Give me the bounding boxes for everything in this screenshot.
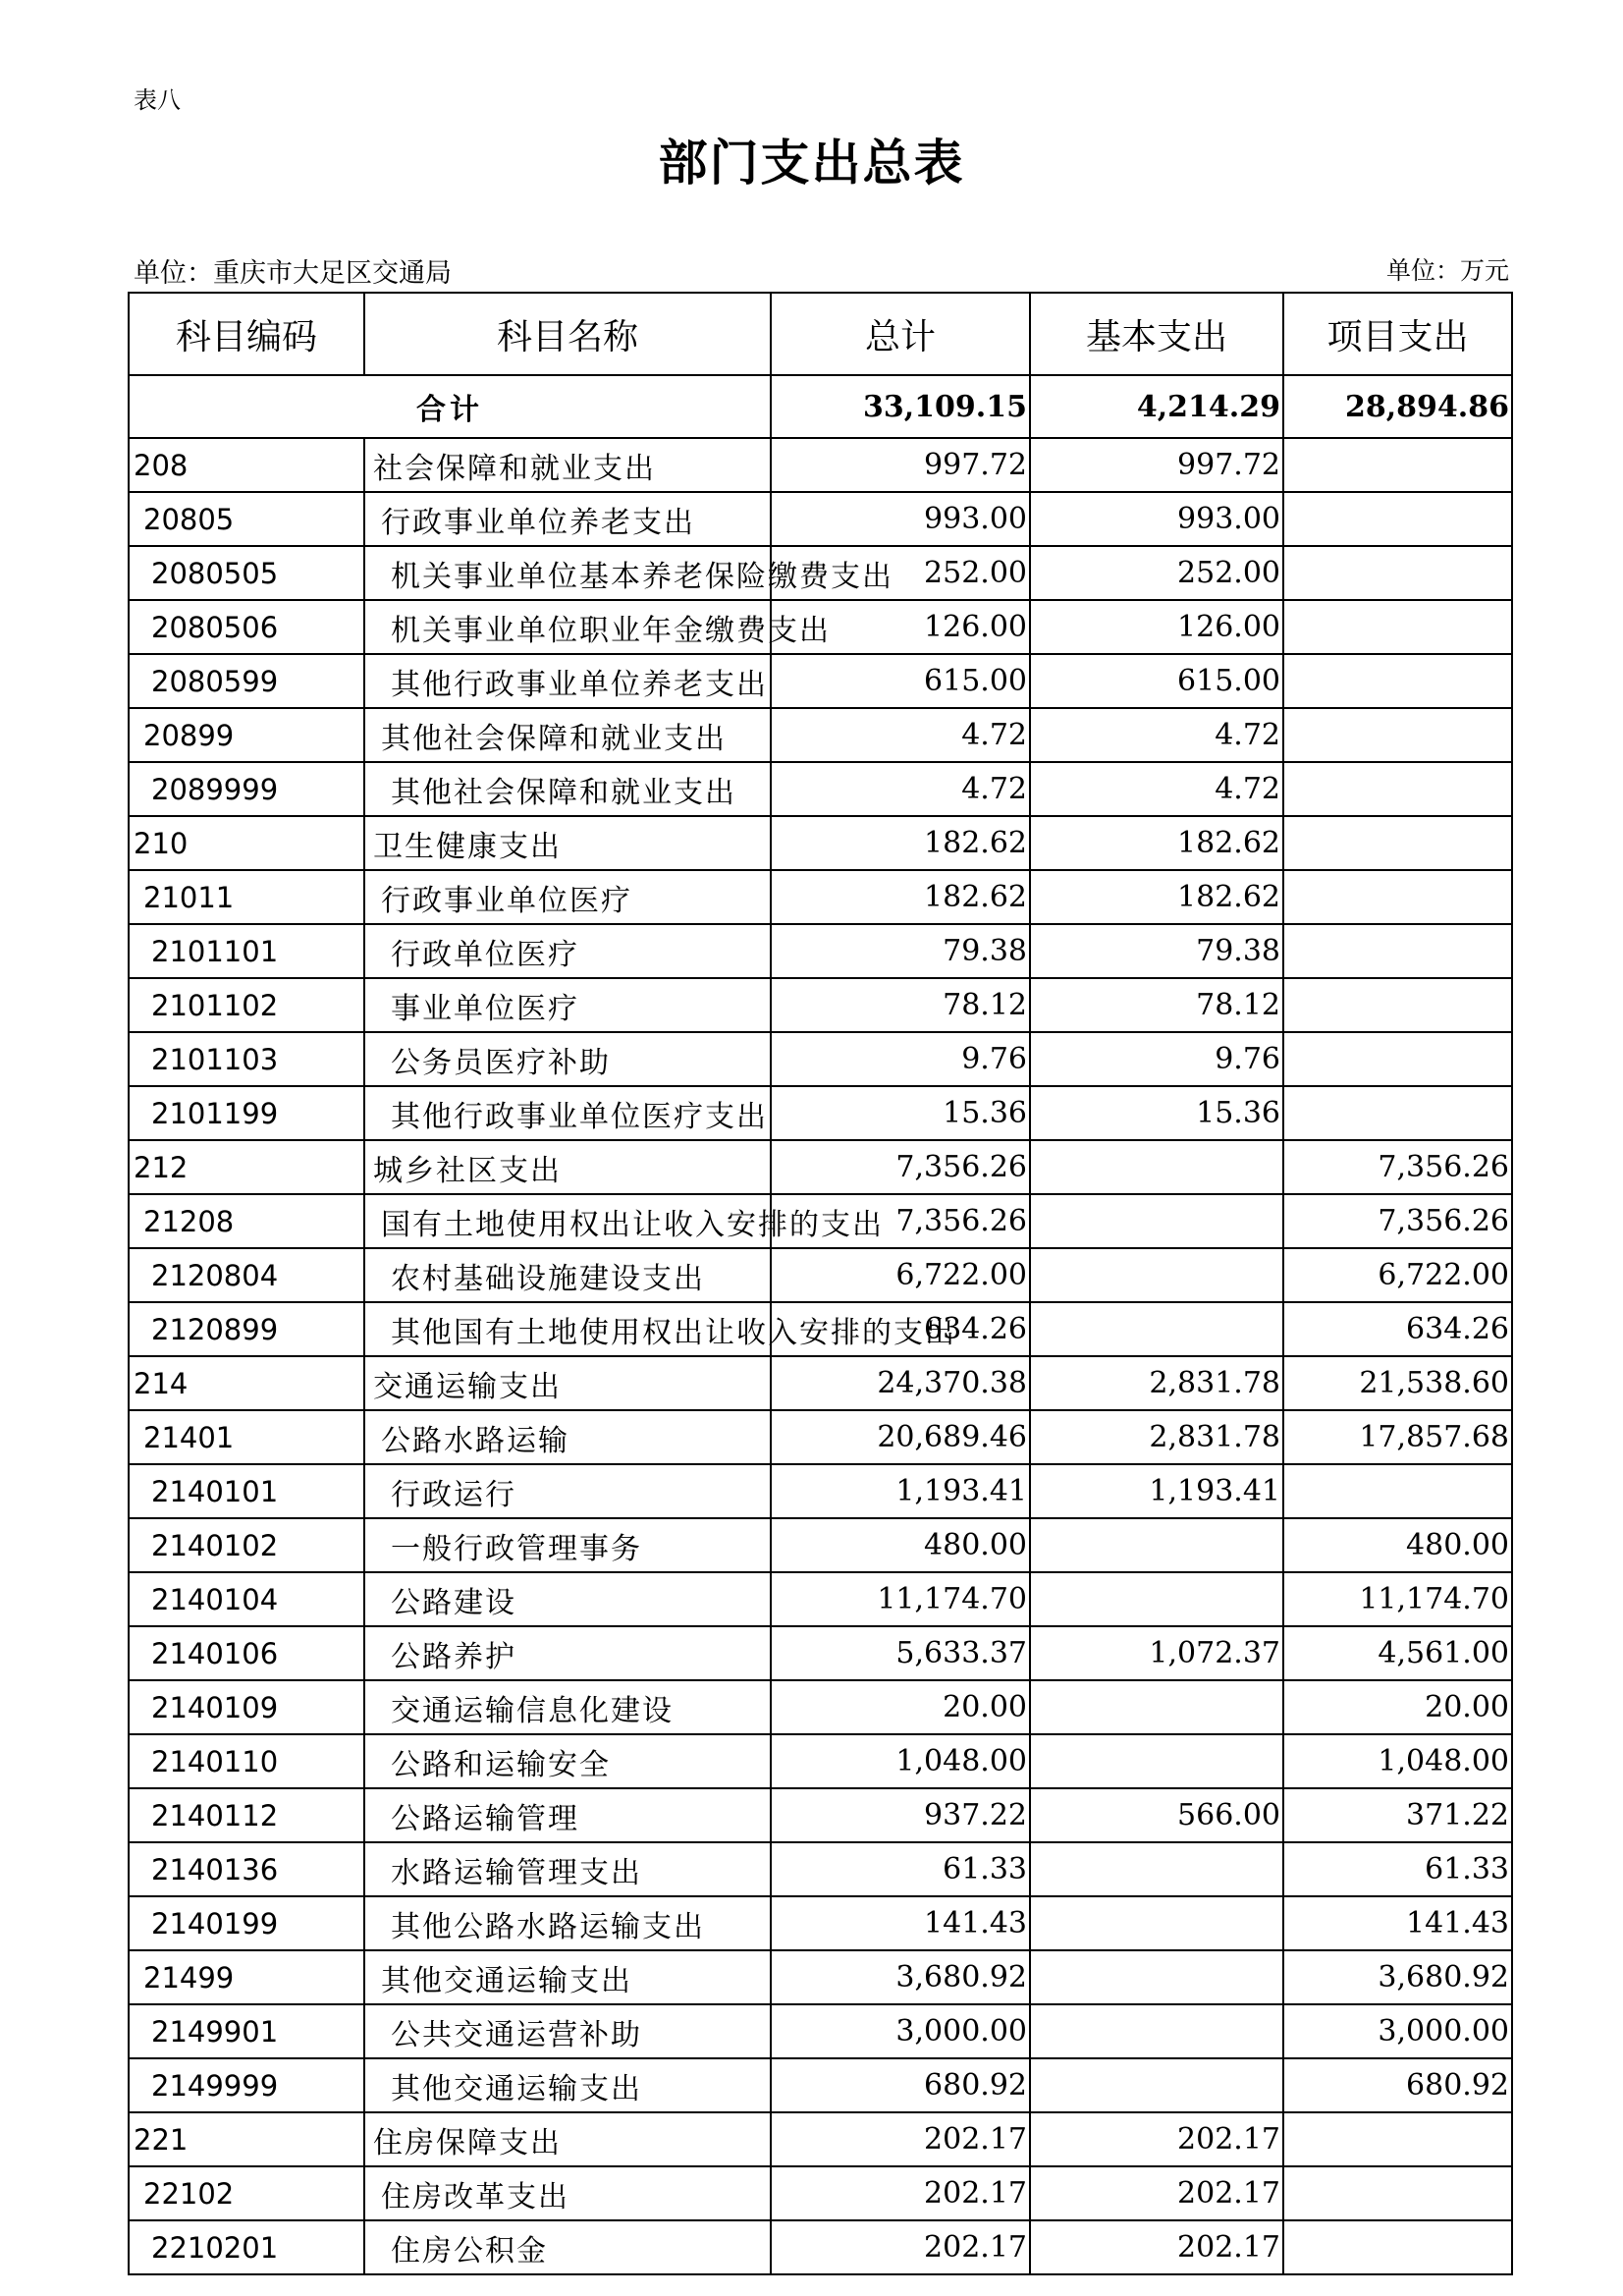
- header-project: 项目支出: [1283, 293, 1512, 375]
- cell-total: 1,048.00: [771, 1734, 1030, 1788]
- cell-basic: 78.12: [1030, 978, 1283, 1032]
- cell-project: [1283, 2112, 1512, 2166]
- cell-basic: 15.36: [1030, 1086, 1283, 1140]
- cell-basic: 126.00: [1030, 600, 1283, 654]
- cell-name: 公务员医疗补助: [364, 1032, 771, 1086]
- cell-project: 4,561.00: [1283, 1626, 1512, 1680]
- cell-project: 141.43: [1283, 1896, 1512, 1950]
- cell-code: 2149901: [129, 2004, 364, 2058]
- table-row: [129, 1464, 1512, 1518]
- cell-name: 卫生健康支出: [364, 816, 771, 870]
- cell-name: 其他行政事业单位养老支出: [364, 654, 771, 708]
- cell-basic: [1030, 1518, 1283, 1572]
- cell-name: 公路水路运输: [364, 1410, 771, 1464]
- cell-total: 3,680.92: [771, 1950, 1030, 2004]
- cell-total: 5,633.37: [771, 1626, 1030, 1680]
- cell-project: 680.92: [1283, 2058, 1512, 2112]
- table-row: [129, 1248, 1512, 1302]
- cell-name: 公路运输管理: [364, 1788, 771, 1842]
- cell-project: 6,722.00: [1283, 1248, 1512, 1302]
- expenditure-table: [128, 292, 1513, 2275]
- cell-name: 行政事业单位养老支出: [364, 492, 771, 546]
- cell-name: 事业单位医疗: [364, 978, 771, 1032]
- cell-code: 2210201: [129, 2220, 364, 2274]
- table-row: [129, 708, 1512, 762]
- table-row: [129, 1626, 1512, 1680]
- cell-total: 202.17: [771, 2220, 1030, 2274]
- total-row: [129, 375, 1512, 438]
- cell-code: 2140136: [129, 1842, 364, 1896]
- table-row: [129, 1410, 1512, 1464]
- cell-basic: 2,831.78: [1030, 1410, 1283, 1464]
- table-row: [129, 654, 1512, 708]
- table-row: [129, 438, 1512, 492]
- cell-name: 行政运行: [364, 1464, 771, 1518]
- cell-code: 22102: [129, 2166, 364, 2220]
- cell-name: 国有土地使用权出让收入安排的支出: [364, 1194, 771, 1248]
- cell-code: 2140112: [129, 1788, 364, 1842]
- cell-name: 公路建设: [364, 1572, 771, 1626]
- cell-project: [1283, 600, 1512, 654]
- cell-basic: 202.17: [1030, 2112, 1283, 2166]
- cell-total: 634.26: [771, 1302, 1030, 1356]
- cell-basic: [1030, 1896, 1283, 1950]
- cell-total: 680.92: [771, 2058, 1030, 2112]
- cell-name: 交通运输信息化建设: [364, 1680, 771, 1734]
- table-row: [129, 1950, 1512, 2004]
- cell-project: [1283, 762, 1512, 816]
- cell-project: 7,356.26: [1283, 1140, 1512, 1194]
- cell-total: 615.00: [771, 654, 1030, 708]
- header-name: 科目名称: [364, 293, 771, 375]
- cell-basic: [1030, 2004, 1283, 2058]
- cell-basic: [1030, 1194, 1283, 1248]
- cell-code: 2120899: [129, 1302, 364, 1356]
- cell-total: 6,722.00: [771, 1248, 1030, 1302]
- cell-basic: 9.76: [1030, 1032, 1283, 1086]
- cell-name: 其他国有土地使用权出让收入安排的支出: [364, 1302, 771, 1356]
- cell-total: 11,174.70: [771, 1572, 1030, 1626]
- cell-basic: [1030, 1680, 1283, 1734]
- header-row: [129, 293, 1512, 375]
- cell-project: [1283, 816, 1512, 870]
- table-number: 表八: [134, 86, 181, 114]
- cell-name: 社会保障和就业支出: [364, 438, 771, 492]
- cell-code: 2080505: [129, 546, 364, 600]
- cell-name: 公路和运输安全: [364, 1734, 771, 1788]
- table-row: [129, 1032, 1512, 1086]
- header-total: 总计: [771, 293, 1030, 375]
- cell-name: 其他行政事业单位医疗支出: [364, 1086, 771, 1140]
- unit-organization: 单位：重庆市大足区交通局: [134, 258, 452, 289]
- cell-project: 480.00: [1283, 1518, 1512, 1572]
- table-row: [129, 2058, 1512, 2112]
- cell-code: 221: [129, 2112, 364, 2166]
- table-row: [129, 762, 1512, 816]
- cell-project: 371.22: [1283, 1788, 1512, 1842]
- cell-name: 水路运输管理支出: [364, 1842, 771, 1896]
- cell-name: 机关事业单位基本养老保险缴费支出: [364, 546, 771, 600]
- page-title: 部门支出总表: [658, 134, 965, 191]
- cell-project: [1283, 1032, 1512, 1086]
- table-row: [129, 600, 1512, 654]
- cell-code: 21401: [129, 1410, 364, 1464]
- cell-code: 2080506: [129, 600, 364, 654]
- cell-name: 其他社会保障和就业支出: [364, 708, 771, 762]
- table-row: [129, 870, 1512, 924]
- cell-code: 20899: [129, 708, 364, 762]
- cell-code: 2101101: [129, 924, 364, 978]
- cell-name: 住房保障支出: [364, 2112, 771, 2166]
- cell-basic: 4.72: [1030, 708, 1283, 762]
- table-row: [129, 546, 1512, 600]
- cell-basic: 182.62: [1030, 816, 1283, 870]
- table-row: [129, 2004, 1512, 2058]
- cell-basic: [1030, 1572, 1283, 1626]
- cell-project: 3,680.92: [1283, 1950, 1512, 2004]
- cell-total: 993.00: [771, 492, 1030, 546]
- cell-code: 2140110: [129, 1734, 364, 1788]
- table-row: [129, 978, 1512, 1032]
- header-code: 科目编码: [129, 293, 364, 375]
- cell-total: 7,356.26: [771, 1140, 1030, 1194]
- cell-total: 78.12: [771, 978, 1030, 1032]
- cell-code: 20805: [129, 492, 364, 546]
- cell-total: 4.72: [771, 762, 1030, 816]
- cell-project: [1283, 2166, 1512, 2220]
- cell-code: 2101199: [129, 1086, 364, 1140]
- cell-total: 7,356.26: [771, 1194, 1030, 1248]
- cell-total: 937.22: [771, 1788, 1030, 1842]
- header-basic: 基本支出: [1030, 293, 1283, 375]
- cell-code: 2120804: [129, 1248, 364, 1302]
- cell-code: 214: [129, 1356, 364, 1410]
- cell-total: 997.72: [771, 438, 1030, 492]
- cell-basic: [1030, 1302, 1283, 1356]
- cell-project: [1283, 438, 1512, 492]
- table-row: [129, 1842, 1512, 1896]
- cell-total: 1,193.41: [771, 1464, 1030, 1518]
- cell-basic: 997.72: [1030, 438, 1283, 492]
- table-row: [129, 1680, 1512, 1734]
- cell-basic: [1030, 1248, 1283, 1302]
- total-basic: 4,214.29: [1030, 375, 1283, 438]
- cell-code: 2140199: [129, 1896, 364, 1950]
- cell-total: 182.62: [771, 870, 1030, 924]
- cell-name: 一般行政管理事务: [364, 1518, 771, 1572]
- table-row: [129, 1086, 1512, 1140]
- cell-code: 2101102: [129, 978, 364, 1032]
- cell-project: [1283, 978, 1512, 1032]
- cell-code: 2089999: [129, 762, 364, 816]
- cell-total: 4.72: [771, 708, 1030, 762]
- cell-project: 21,538.60: [1283, 1356, 1512, 1410]
- table-row: [129, 1896, 1512, 1950]
- cell-name: 机关事业单位职业年金缴费支出: [364, 600, 771, 654]
- cell-total: 480.00: [771, 1518, 1030, 1572]
- cell-basic: 993.00: [1030, 492, 1283, 546]
- cell-code: 21011: [129, 870, 364, 924]
- cell-name: 交通运输支出: [364, 1356, 771, 1410]
- cell-basic: [1030, 1734, 1283, 1788]
- cell-name: 其他交通运输支出: [364, 1950, 771, 2004]
- table-row: [129, 1734, 1512, 1788]
- cell-name: 住房改革支出: [364, 2166, 771, 2220]
- cell-basic: 4.72: [1030, 762, 1283, 816]
- cell-code: 208: [129, 438, 364, 492]
- total-project: 28,894.86: [1283, 375, 1512, 438]
- cell-project: [1283, 870, 1512, 924]
- cell-project: [1283, 546, 1512, 600]
- cell-total: 20.00: [771, 1680, 1030, 1734]
- cell-project: [1283, 1464, 1512, 1518]
- total-sum: 33,109.15: [771, 375, 1030, 438]
- cell-project: [1283, 654, 1512, 708]
- cell-basic: 182.62: [1030, 870, 1283, 924]
- cell-code: 2140106: [129, 1626, 364, 1680]
- cell-total: 202.17: [771, 2166, 1030, 2220]
- table-row: [129, 1140, 1512, 1194]
- cell-total: 79.38: [771, 924, 1030, 978]
- cell-project: [1283, 708, 1512, 762]
- table-row: [129, 1194, 1512, 1248]
- cell-basic: [1030, 1842, 1283, 1896]
- cell-basic: 615.00: [1030, 654, 1283, 708]
- total-label: 合计: [129, 375, 771, 438]
- cell-name: 农村基础设施建设支出: [364, 1248, 771, 1302]
- cell-code: 212: [129, 1140, 364, 1194]
- table-row: [129, 1572, 1512, 1626]
- cell-project: [1283, 2220, 1512, 2274]
- cell-code: 2101103: [129, 1032, 364, 1086]
- cell-basic: 202.17: [1030, 2166, 1283, 2220]
- table-row: [129, 924, 1512, 978]
- cell-total: 61.33: [771, 1842, 1030, 1896]
- cell-total: 9.76: [771, 1032, 1030, 1086]
- cell-basic: 202.17: [1030, 2220, 1283, 2274]
- cell-code: 210: [129, 816, 364, 870]
- unit-currency: 单位：万元: [1385, 256, 1509, 285]
- cell-code: 2140102: [129, 1518, 364, 1572]
- cell-name: 其他社会保障和就业支出: [364, 762, 771, 816]
- cell-basic: 252.00: [1030, 546, 1283, 600]
- cell-basic: 2,831.78: [1030, 1356, 1283, 1410]
- cell-project: 1,048.00: [1283, 1734, 1512, 1788]
- cell-name: 行政单位医疗: [364, 924, 771, 978]
- cell-project: [1283, 492, 1512, 546]
- cell-code: 2080599: [129, 654, 364, 708]
- cell-total: 24,370.38: [771, 1356, 1030, 1410]
- cell-project: 634.26: [1283, 1302, 1512, 1356]
- cell-project: [1283, 924, 1512, 978]
- cell-project: 7,356.26: [1283, 1194, 1512, 1248]
- cell-name: 公共交通运营补助: [364, 2004, 771, 2058]
- cell-basic: 1,193.41: [1030, 1464, 1283, 1518]
- cell-total: 20,689.46: [771, 1410, 1030, 1464]
- cell-project: [1283, 1086, 1512, 1140]
- cell-code: 2140109: [129, 1680, 364, 1734]
- cell-total: 202.17: [771, 2112, 1030, 2166]
- table-row: [129, 2166, 1512, 2220]
- cell-total: 3,000.00: [771, 2004, 1030, 2058]
- table-row: [129, 816, 1512, 870]
- cell-code: 21208: [129, 1194, 364, 1248]
- cell-total: 252.00: [771, 546, 1030, 600]
- table-row: [129, 1518, 1512, 1572]
- table-row: [129, 2112, 1512, 2166]
- cell-basic: 566.00: [1030, 1788, 1283, 1842]
- cell-basic: [1030, 1140, 1283, 1194]
- cell-name: 其他公路水路运输支出: [364, 1896, 771, 1950]
- cell-name: 行政事业单位医疗: [364, 870, 771, 924]
- cell-code: 2149999: [129, 2058, 364, 2112]
- cell-total: 182.62: [771, 816, 1030, 870]
- cell-total: 15.36: [771, 1086, 1030, 1140]
- cell-name: 公路养护: [364, 1626, 771, 1680]
- cell-total: 126.00: [771, 600, 1030, 654]
- cell-basic: 79.38: [1030, 924, 1283, 978]
- cell-project: 17,857.68: [1283, 1410, 1512, 1464]
- cell-basic: [1030, 2058, 1283, 2112]
- table-row: [129, 492, 1512, 546]
- cell-total: 141.43: [771, 1896, 1030, 1950]
- cell-code: 2140104: [129, 1572, 364, 1626]
- table-row: [129, 1302, 1512, 1356]
- cell-basic: 1,072.37: [1030, 1626, 1283, 1680]
- cell-project: 3,000.00: [1283, 2004, 1512, 2058]
- cell-name: 城乡社区支出: [364, 1140, 771, 1194]
- cell-basic: [1030, 1950, 1283, 2004]
- cell-project: 61.33: [1283, 1842, 1512, 1896]
- cell-project: 11,174.70: [1283, 1572, 1512, 1626]
- cell-name: 其他交通运输支出: [364, 2058, 771, 2112]
- cell-code: 2140101: [129, 1464, 364, 1518]
- table-row: [129, 1788, 1512, 1842]
- table-row: [129, 1356, 1512, 1410]
- cell-name: 住房公积金: [364, 2220, 771, 2274]
- table-row: [129, 2220, 1512, 2274]
- cell-code: 21499: [129, 1950, 364, 2004]
- cell-project: 20.00: [1283, 1680, 1512, 1734]
